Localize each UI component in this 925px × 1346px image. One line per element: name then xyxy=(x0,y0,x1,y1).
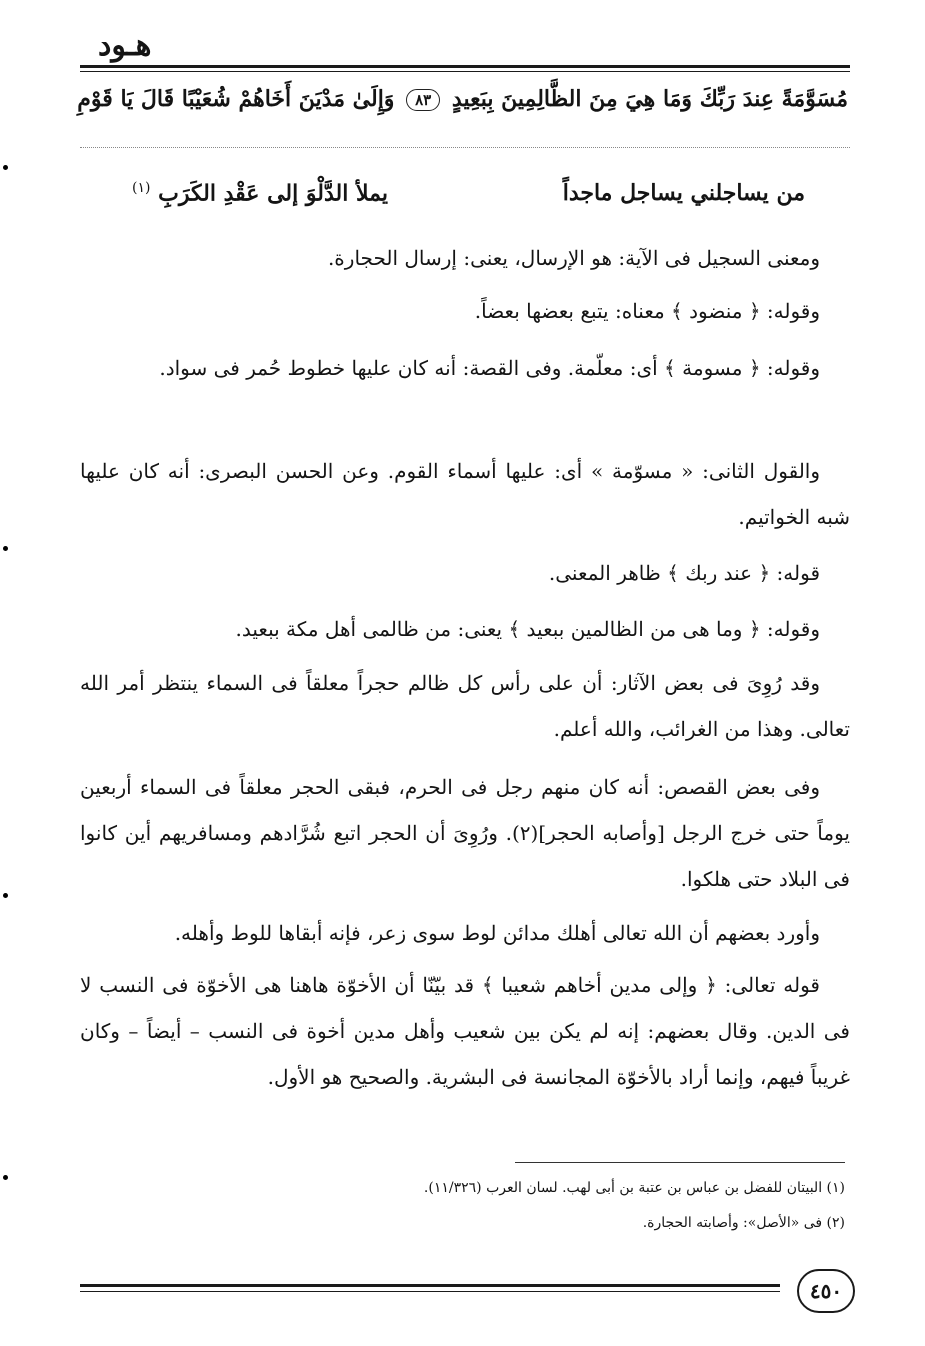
footnote-rule xyxy=(515,1162,845,1163)
surah-title: هـود xyxy=(98,28,152,63)
paragraph: وأورد بعضهم أن الله تعالى أهلك مدائن لوط سوى زعر، فإنه أبقاها للوط وأهله. xyxy=(174,921,820,945)
paragraph: وقوله: ﴿ منضود ﴾ معناه: يتبع بعضها بعضاً. xyxy=(474,299,820,323)
paragraph: وفى بعض القصص: أنه كان منهم رجل فى الحرم، فبقى الحجر معلقاً فى السماء أربعين يوماً حتى خرج الرجل [وأصابه الحجر](٢). ورُوِىَ أن الحجر اتبع شُرَّادهم ومسافريهم أين كانوا فى البلاد حتى هلكوا. xyxy=(80,775,850,891)
verse-separator xyxy=(80,147,850,148)
margin-mark xyxy=(3,546,8,551)
paragraph: وقوله: ﴿ وما هى من الظالمين ببعيد ﴾ يعنى: من ظالمى أهل مكة ببعيد. xyxy=(235,617,820,641)
paragraph: وقد رُوِىَ فى بعض الآثار: أن على رأس كل ظالم حجراً معلقاً فى السماء ينتظر أمر الله تعالى. وهذا من الغرائب، والله أعلم. xyxy=(80,671,850,741)
footer-rule xyxy=(80,1284,780,1287)
verse-text-after: وَإِلَىٰ مَدْيَنَ أَخَاهُمْ شُعَيْبًا قَالَ يَا قَوْمِ xyxy=(77,86,395,112)
footnote: (١) البيتان للفضل بن عباس بن عتبة بن أبى لهب. لسان العرب (١١/٣٢٦). xyxy=(423,1180,845,1196)
footer-rule-thin xyxy=(80,1291,780,1292)
paragraph: ومعنى السجيل فى الآية: هو الإرسال، يعنى: إرسال الحجارة. xyxy=(327,246,820,270)
verse-text-before: مُسَوَّمَةً عِندَ رَبِّكَ وَمَا هِيَ مِنَ الظَّالِمِينَ بِبَعِيدٍ xyxy=(451,86,848,112)
paragraph: قوله: ﴿ عند ربك ﴾ ظاهر المعنى. xyxy=(548,561,820,585)
ayah-number-marker: ٨٣ xyxy=(406,89,440,111)
paragraph: والقول الثانى: « مسوّمة » أى: عليها أسماء القوم. وعن الحسن البصرى: أنه كان عليها شبه الخواتيم. xyxy=(80,459,850,529)
quran-verse-line xyxy=(78,86,848,112)
header-rule-thin xyxy=(80,71,850,72)
poem-second-hemistich xyxy=(132,180,388,206)
poem-second-text: يملأ الدَّلْوَ إلى عَقْدِ الكَرَبِ xyxy=(158,180,388,207)
paragraph: وقوله: ﴿ مسومة ﴾ أى: معلّمة. وفى القصة: أنه كان عليها خطوط حُمر فى سواد. xyxy=(159,356,820,380)
header-rule xyxy=(80,65,850,68)
margin-mark xyxy=(3,165,8,170)
page-number: ٤٥٠ xyxy=(797,1269,855,1313)
poem-first-hemistich: من يساجلني يساجل ماجداً xyxy=(562,180,805,206)
margin-mark xyxy=(3,893,8,898)
footnote: (٢) فى «الأصل»: وأصابته الحجارة. xyxy=(642,1215,845,1231)
footnote-reference: (١) xyxy=(132,180,151,196)
paragraph: قوله تعالى: ﴿ وإلى مدين أخاهم شعيبا ﴾ قد بيّنّا أن الأخوّة هاهنا هى الأخوّة فى النسب لا فى الدين. وقال بعضهم: إنه لم يكن بين شعيب وأهل مدين أخوة فى النسب – أيضاً – وكان غريباً فيهم، وإنما أراد بالأخوّة المجانسة فى البشرية. والصحيح هو الأول. xyxy=(80,973,850,1089)
margin-mark xyxy=(3,1175,8,1180)
